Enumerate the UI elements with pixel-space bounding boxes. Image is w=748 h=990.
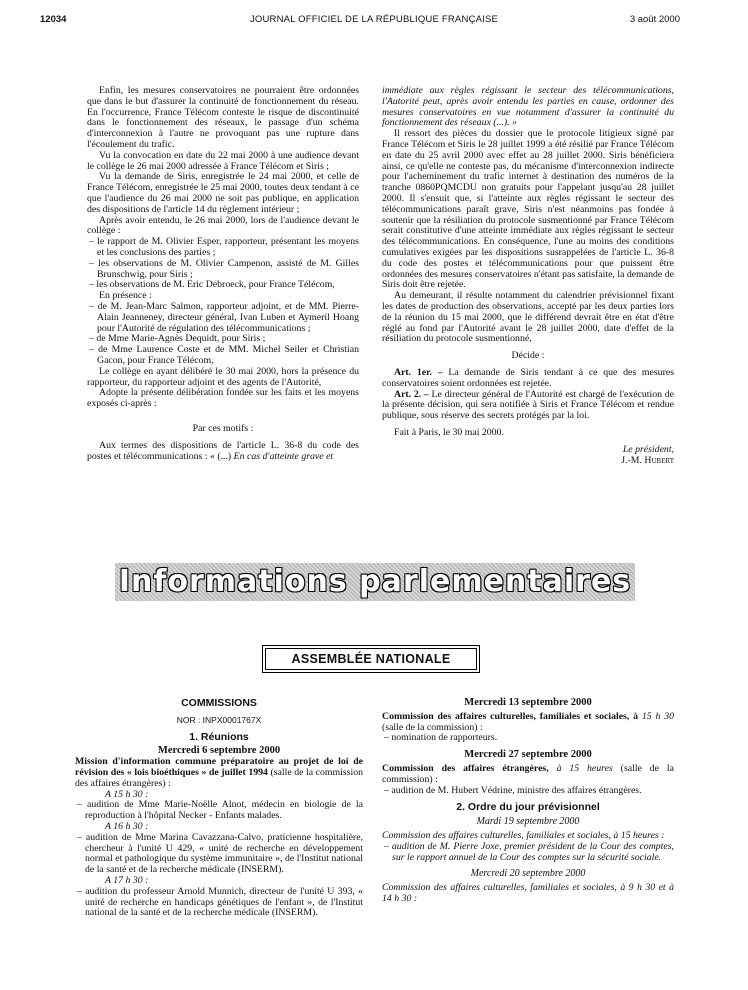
list-item: – audition de Mme Marie-Noëlle Alnot, médecin en biologie de la reproduction à l'hôpital Necker - Enfants malades. <box>75 800 363 822</box>
list-item: – audition de Mme Marina Cavazzana-Calvo, praticienne hospitalière, chercheur à l'unité U 429, « unité de recherche en développement normal et pathologique du système immunitaire », de l'Institut national de la santé et de la recherche médicale (INSERM). <box>75 833 363 876</box>
time-slot: A 17 h 30 : <box>105 874 149 886</box>
journal-title: JOURNAL OFFICIEL DE LA RÉPUBLIQUE FRANÇAISE <box>249 14 499 25</box>
agenda-list <box>382 786 674 797</box>
heard-list <box>87 237 359 291</box>
page-number: 12034 <box>40 14 67 25</box>
mission-room: (salle de la commission des affaires étrangères) : <box>75 766 363 789</box>
article-label: Art. 2. – <box>394 388 429 400</box>
article-label: Art. 1er. – <box>394 366 443 378</box>
paragraph: Enfin, les mesures conservatoires ne pourraient être ordonnées que dans le but d'assurer la continuité de fonctionnement du réseau. En l'occurrence, France Télécom conteste le risque de discontinuité dans le fonctionnement des réseaux, le passage d'un schéma d'interconnexion à l'autre ne provoquant pas une rupture dans l'écoulement du trafic. <box>87 85 359 150</box>
commission-room: (salle de la commission) : <box>382 762 674 785</box>
list-item: – de M. Jean-Marc Salmon, rapporteur adjoint, et de MM. Pierre-Alain Jeanneney, directeur général, Ivan Luben et Aymeril Hoang pour l'Autorité de régulation des télécommunications ; <box>87 302 359 334</box>
commission-entry: Commission des affaires culturelles, familiales et sociales, à 9 h 30 et à 14 h 30 : <box>382 882 674 904</box>
commission-name: Commission des affaires étrangères, <box>382 762 549 774</box>
mission-name: Mission d'information commune préparatoire au projet de loi de révision des « lois bioéthiques » de juillet 1994 <box>75 756 363 778</box>
meeting-date: Mercredi 13 septembre 2000 <box>464 697 592 708</box>
president-label: Le président, <box>622 443 674 455</box>
article-text: La demande de Siris tendant à ce que des mesures conservatoires soient ordonnées est rejetée. <box>382 366 675 389</box>
list-item: – de Mme Laurence Coste et de MM. Michel Seiler et Christian Gacon, pour France Télécom, <box>87 345 359 367</box>
section-heading: 1. Réunions <box>189 730 249 743</box>
agenda-list <box>382 842 674 864</box>
mission-title <box>75 757 363 789</box>
presence-label: En présence : <box>99 290 152 302</box>
commission-room: (salle de la commission) : <box>382 721 483 733</box>
list-item: – audition de M. Pierre Joxe, premier président de la Cour des comptes, sur le rapport annuel de la Cour des comptes sur la sécurité sociale. <box>382 842 674 864</box>
assembly-title: ASSEMBLÉE NATIONALE <box>265 648 477 670</box>
paragraph: Le collège en ayant délibéré le 30 mai 2000, hors la présence du rapporteur, du rapporteur adjoint et des agents de l'Autorité, <box>87 365 359 388</box>
list-item: – audition du professeur Arnold Munnich, directeur de l'unité U 393, « unité de recherche en handicaps génétiques de l'enfant », de l'Institut national de la santé et de la recherche médicale (INSERM). <box>75 887 363 919</box>
list-item: – le rapport de M. Olivier Esper, rapporteur, présentant les moyens et les conclusions des parties ; <box>87 237 359 259</box>
commission-entry <box>382 712 674 734</box>
banner-title: Informations parlementaires <box>118 564 632 599</box>
list-item: – nomination de rapporteurs. <box>382 733 674 744</box>
section-heading: 2. Ordre du jour prévisionnel <box>456 801 600 814</box>
article-2 <box>382 390 674 422</box>
italic-run: En cas d'atteinte grave et <box>233 450 334 462</box>
agenda-list <box>75 833 363 876</box>
commissions-left-column <box>75 698 363 919</box>
list-item: – audition de M. Hubert Védrine, ministre des affaires étrangères. <box>382 786 674 797</box>
meeting-date: Mercredi 6 septembre 2000 <box>157 745 281 757</box>
nor-reference: NOR : INPX0001767X <box>176 714 262 725</box>
time-slot: A 16 h 30 : <box>105 820 149 832</box>
paragraph: Vu la convocation en date du 22 mai 2000 à une audience devant le collège le 26 mai 2000 adressée à France Télécom et Siris ; <box>87 149 359 172</box>
commission-entry <box>382 764 674 786</box>
list-item: – de Mme Marie-Agnès Dequidt, pour Siris ; <box>87 334 359 345</box>
issue-date: 3 août 2000 <box>629 14 680 25</box>
time-slot: A 15 h 30 : <box>105 788 149 800</box>
article-text: Le directeur général de l'Autorité est chargé de l'exécution de la présente décision, qui sera notifiée à Siris et France Télécom et rendue publique, sous réserve des secrets protégés par la loi. <box>382 388 674 422</box>
paragraph <box>87 441 359 463</box>
section-banner <box>115 563 635 601</box>
meeting-date: Mardi 19 septembre 2000 <box>476 816 580 828</box>
list-item: – les observations de M. Olivier Campenon, assisté de M. Gilles Brunschwig, pour Siris ; <box>87 259 359 281</box>
meeting-date: Mercredi 20 septembre 2000 <box>470 868 586 880</box>
agenda-list <box>75 887 363 919</box>
commission-time: à 15 heures <box>548 762 613 774</box>
agenda-list <box>75 800 363 822</box>
motifs-heading: Par ces motifs : <box>192 422 254 434</box>
present-list <box>87 302 359 367</box>
president-name: J.-M. Hubert <box>621 454 674 466</box>
commissions-title: COMMISSIONS <box>181 697 257 709</box>
decision-right-column <box>382 86 674 466</box>
commission-time: 15 h 30 <box>641 710 675 722</box>
commission-name: Commission des affaires culturelles, familiales et sociales, à <box>382 710 639 722</box>
paragraph: Vu la demande de Siris, enregistrée le 24 mai 2000, et celle de France Télécom, enregistrée le 25 mai 2000, toutes deux tendant à ce que l'audience du 26 mai 2000 ne soit pas publique, en application des dispositions de l'article 14 du règlement intérieur ; <box>87 171 359 215</box>
page-header <box>0 14 748 30</box>
done-at: Fait à Paris, le 30 mai 2000. <box>394 426 504 438</box>
assembly-box <box>262 645 480 673</box>
paragraph: Au demeurant, il résulte notamment du calendrier prévisionnel fixant les dates de production des observations, accepté par les deux parties lors de la réunion du 15 mai 2000, que le différend devrait être en état d'être réglé au fond par l'Autorité avant le 28 juillet 2000, date d'effet de la résiliation du protocole susmentionné, <box>382 290 674 345</box>
decide-heading: Décide : <box>511 350 545 362</box>
paragraph: Adopte la présente délibération fondée sur les faits et les moyens exposés ci-après : <box>87 387 359 410</box>
article-1 <box>382 368 674 390</box>
meeting-date: Mercredi 27 septembre 2000 <box>464 749 592 761</box>
text-run: Aux termes des dispositions de l'article L. 36-8 du code des postes et télécommunications : « (...) <box>87 439 359 462</box>
list-item: – les observations de M. Eric Debroeck, pour France Télécom, <box>87 280 359 291</box>
quote-continuation: immédiate aux règles régissant le secteur des télécommunications, l'Autorité peut, après avoir entendu les parties en cause, ordonner des mesures conservatoires en vue notamment d'assurer la continuité du fonctionnement des réseaux (...). » <box>382 85 674 129</box>
decision-left-column <box>87 86 359 462</box>
commissions-right-column <box>382 698 674 905</box>
agenda-list <box>382 733 674 744</box>
commission-entry: Commission des affaires culturelles, familiales et sociales, à 15 heures : <box>382 829 665 841</box>
paragraph: Après avoir entendu, le 26 mai 2000, lors de l'audience devant le collège : <box>87 214 359 237</box>
paragraph: Il ressort des pièces du dossier que le protocole litigieux signé par France Télécom et Siris le 28 juillet 1999 a été résilié par France Télécom en date du 25 avril 2000 avec effet au 28 juillet 2000. Siris bénéficiera ainsi, ce qu'elle ne conteste pas, du mécanisme d'interconnexion indirecte pour l'acheminement du trafic internet à destination des numéros de la tranche 0860PQMCDU non gratuits pour l'appelant jusqu'au 28 juillet 2000. Il s'ensuit que, si l'atteinte aux règles régissant le secteur des télécommunications paraît grave, Siris n'est néanmoins pas fondée à soutenir que la résiliation du protocole susmentionné par France Télécom serait constitutive d'une atteinte immédiate aux règles régissant le secteur des télécommunications. En conséquence, l'une au moins des conditions cumulatives exigées par les dispositions susrappelées de l'article L. 36-8 du code des postes et télécommunications pour que puissent être ordonnées des mesures conservatoires n'étant pas satisfaite, la demande de Siris doit être rejetée. <box>382 128 674 291</box>
